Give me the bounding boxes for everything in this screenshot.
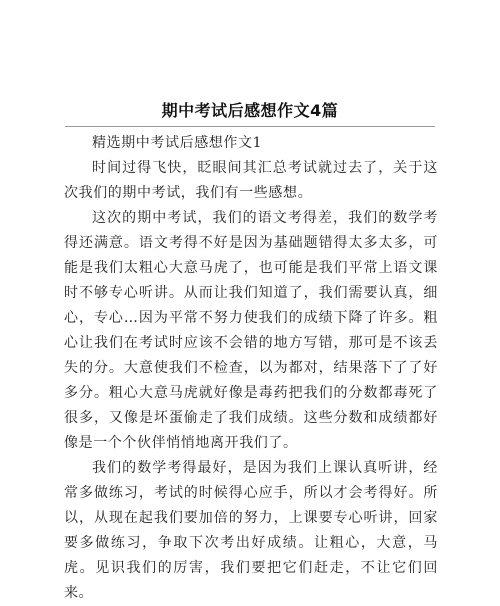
title-divider [65, 126, 435, 127]
paragraph-3: 我们的数学考得最好，是因为我们上课认真听讲，经常多做练习，考试的时候得心应手，所以才会考得好。所以，从现在起我们要加倍的努力，上课要专心听讲，回家要多做练习，争取下次考出好成绩。让粗心，大意，马虎。见识我们的厉害，我们要把它们赶走，不让它们回来。 [64, 460, 438, 601]
paragraph-2: 这次的期中考试，我们的语文考得差，我们的数学考得还满意。语文考得不好是因为基础题错得太多太多，可能是我们太粗心大意马虎了，也可能是我们平常上语文课时不够专心听讲。从而让我们知道了，我们需要认真，细心，专心…因为平常不努力使我们的成绩下降了许多。粗心让我们在考试时应该不会错的地方写错，那可是不该丢失的分。大意使我们不检查，以为都对，结果落下了了好多分。粗心大意马虎就好像是毒药把我们的分数都毒死了很多，又像是坏蛋偷走了我们成绩。这些分数和成绩都好像是一个个伙伴悄悄地离开我们了。 [64, 210, 438, 451]
paragraph-1: 时间过得飞快，眨眼间其汇总考试就过去了，关于这次我们的期中考试，我们有一些感想。 [64, 160, 438, 201]
section-subtitle: 精选期中考试后感想作文1 [92, 135, 263, 151]
document-body [64, 131, 438, 606]
document-title: 期中考试后感想作文4篇 [161, 101, 339, 120]
